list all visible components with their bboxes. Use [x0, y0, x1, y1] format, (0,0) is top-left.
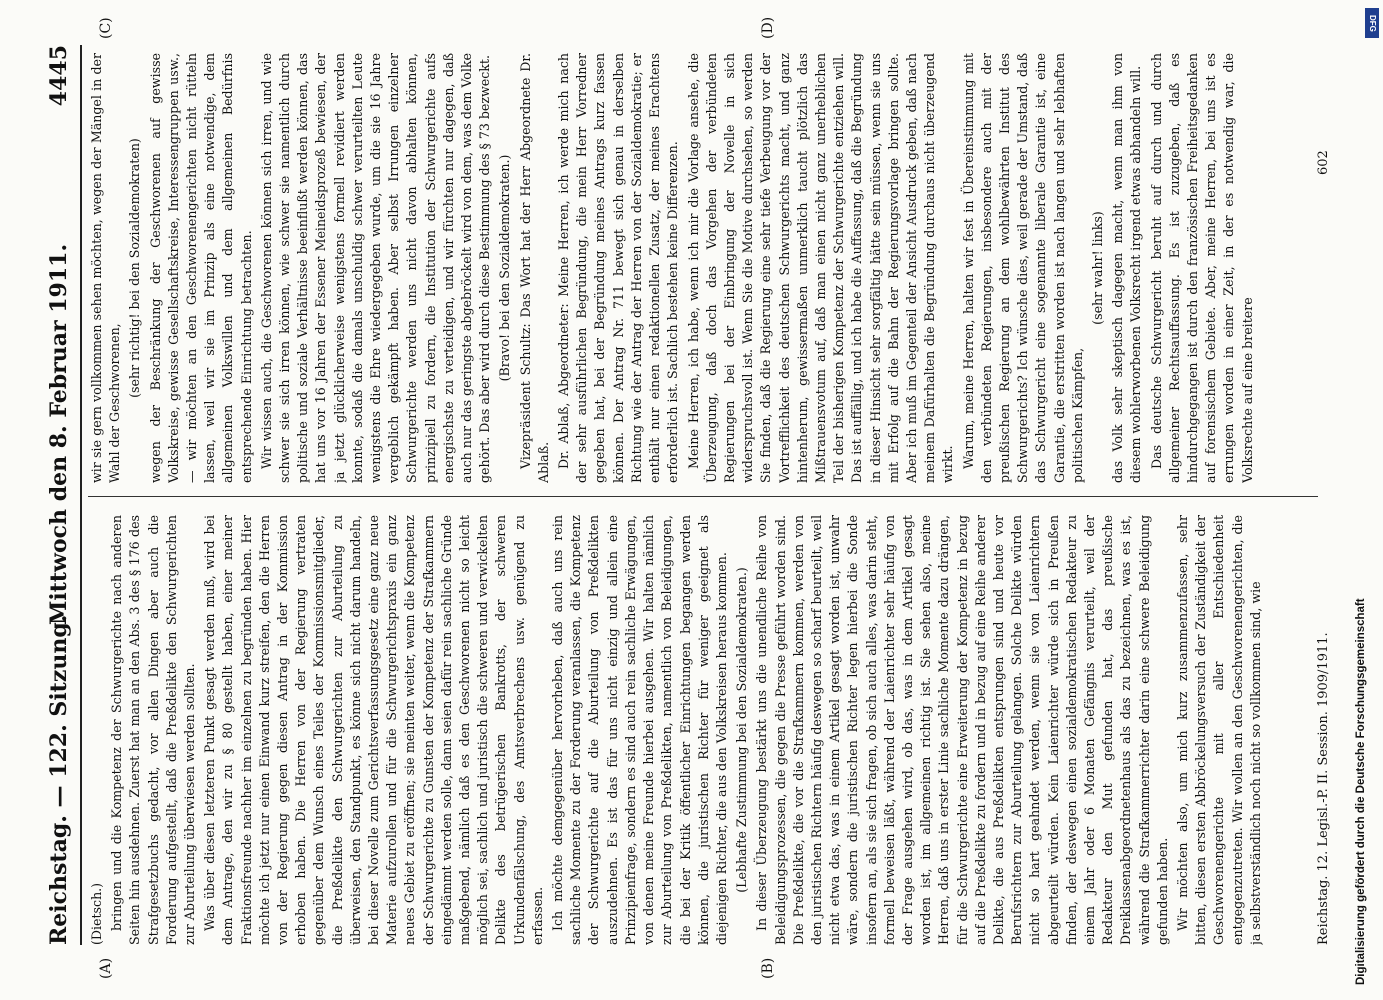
paragraph: Dr. Ablaß, Abgeordneter: Meine Herren, ich werde mich nach der sehr ausführlichen Begründung, die mein Herr Vorredner gegeben hat, bei der Begründung meines Antrags kurz fassen können. Der Antrag Nr. 711 bewegt sich genau in derselben Richtung wie der Antrag der Herren von der Sozialdemokratie; er enthält nur einen redaktionellen Zusatz, der meines Erachtens erforderlich ist. Sachlich bestehen keine Differenzen. [556, 53, 681, 483]
paragraph: wegen der Beschränkung der Geschworenen auf gewisse Volkskreise, gewisse Gesellschaftskreise, Interessengruppen usw., — wir möchten an den Geschworenengerichten nicht rütteln lassen, weil wir sie im Prinzip als eine notwendige, dem allgemeinen Volkswillen und dem allgemeinen Bedürfnis entsprechende Einrichtung betrachten. [147, 53, 254, 483]
dfg-logo: DFG [1365, 8, 1379, 38]
margin-mark-b: (B) [760, 957, 776, 979]
paragraph: Das deutsche Schwurgericht beruht auf durch und durch allgemeiner Rechtsauffassung. Es ist zuzugeben, daß es hindurchgegangen ist durch den französischen Freiheitsgedanken auf forensischem Gebiete. Aber, meine Herren, bei uns ist es errungen worden in einer Zeit, in der es notwendig war, die Volksrechte auf eine breitere [1148, 53, 1255, 483]
paragraph: Warum, meine Herren, halten wir fest in Übereinstimmung mit den verbündeten Regierungen, insbesondere auch mit der preußischen Regierung an dem wohlbewährten Institut des Schwurgerichts? Ich wünsche dies, weil gerade der Umstand, daß das Schwurgericht eine sogenannte liberale Garantie ist, eine Garantie, die erstritten worden ist nach langen und sehr lebhaften politischen Kämpfen, [960, 53, 1085, 483]
header-date: Mittwoch den 8. Februar 1911. [46, 243, 72, 625]
paragraph: Vizepräsident Schultz: Das Wort hat der Herr Abgeordnete Dr. Ablaß. [517, 53, 551, 483]
margin-mark-a: (A) [98, 957, 114, 979]
interjection: (sehr wahr! links) [1089, 211, 1105, 325]
margin-mark-c: (C) [98, 17, 114, 39]
footer-session: Reichstag. 12. Legisl.-P. II. Session. 1909/1911. [1316, 632, 1331, 945]
left-column [88, 515, 1318, 945]
paragraph: Ich möchte demgegenüber hervorheben, daß auch uns rein sachliche Momente zu der Forderung veranlassen, die Kompetenz der Schwurgerichte auf die Aburteilung von Preßdelikten auszudehnen. Es ist das für uns nicht einzig und allein eine Prinzipienfrage, sondern es sind auch rein sachliche Erwägungen, von denen meine Freunde hierbei ausgehen. Wir halten nämlich zur Aburteilung von Preßdelikten, namentlich von Beleidigungen, die bei der Kritik öffentlicher Einrichtungen begangen werden können, die juristischen Richter für weniger geeignet als diejenigen Richter, die aus den Volkskreisen heraus kommen. [550, 515, 729, 945]
paragraph: Meine Herren, ich habe, wenn ich mir die Vorlage ansehe, die Überzeugung, daß doch das Vorgehen der verbündeten Regierungen bei der Einbringung der Novelle in sich widerspruchsvoll ist. Wenn Sie die Motive durchsehen, so werden Sie finden, daß die Regierung eine sehr tiefe Verbeugung vor der Vortrefflichkeit des deutschen Schwurgerichts macht, und ganz hintenherum, gewissermaßen unmerklich taucht plötzlich das Mißtrauensvotum auf, daß man einen nicht ganz unerheblichen Teil der bisherigen Kompetenz der Schwurgerichte entziehen will. Das ist auffällig, und ich habe die Auffassung, daß die Begründung in dieser Hinsicht sehr sorgfältig hätte sein müssen, wenn sie uns mit Erfolg auf die Bahn der Regierungsvorlage bringen sollte. Aber ich muß im Gegenteil der Ansicht Ausdruck geben, daß nach meinem Dafürhalten die Begründung durchaus nicht überzeugend wirkt. [685, 53, 956, 483]
header-left: Reichstag. — 122. Sitzung. [46, 614, 72, 945]
paragraph: Wir möchten also, um mich kurz zusammenzufassen, sehr bitten, diesen ersten Abbröckelungsversuch der Zuständigkeit der Geschworenengerichte mit aller Entschiedenheit entgegenzutreten. Wir wollen an den Geschworenengerichten, die ja selbstverständlich noch nicht so vollkommen sind, wie [1174, 515, 1263, 945]
paragraph: Was über diesen letzteren Punkt gesagt werden muß, wird bei dem Antrage, den wir zu § 80 gestellt haben, einer meiner Fraktionsfreunde nachher im einzelnen zu begründen haben. Hier möchte ich jetzt nur einen Einwand kurz streifen, den die Herren von der Regierung gegen diesen Antrag in der Kommission erhoben haben. Die Herren von der Regierung vertraten gegenüber dem Wunsch eines Teiles der Kommissionsmitglieder, die Preßdelikte den Schwurgerichten zur Aburteilung zu überweisen, den Standpunkt, es könne sich nicht darum handeln, bei dieser Novelle zum Gerichtsverfassungsgesetz eine ganz neue Materie aufzurollen und für die Schwurgerichtspraxis ein ganz neues Gebiet zu eröffnen; sie meinten weiter, wenn die Kompetenz der Schwurgerichte zu Gunsten der Kompetenz der Strafkammern eingedämmt werden solle, dann seien dafür rein sachliche Gründe maßgebend, nämlich daß es den Geschworenen nicht so leicht möglich sei, sachlich und juristisch die schweren und verwickelten Delikte des betrügerischen Bankrotts, der schweren Urkundenfälschung, des Amtsverbrechens usw. genügend zu erfassen. [202, 515, 545, 945]
footer-sheet-number: 602 [1316, 150, 1331, 175]
digitization-credit: Digitalisierung gefördert durch die Deutsche Forschungsgemeinschaft [1355, 598, 1367, 985]
interjection: (Bravo! bei den Sozialdemokraten.) [497, 154, 513, 382]
rotated-document-page [40, 16, 1340, 979]
paragraph: das Volk sehr skeptisch dagegen macht, wenn man ihm von diesem wohlerworbenen Volksrecht irgend etwas abhandeln will. [1110, 53, 1144, 483]
paragraph: bringen und die Kompetenz der Schwurgerichte nach anderen Seiten hin ausdehnen. Zuerst hat man an den Abs. 3 des § 176 des Strafgesetzbuchs gedacht, vor allen Dingen aber auch die Forderung aufgestellt, daß die Preßdelikte den Schwurgerichten zur Aburteilung überwiesen werden sollten. [109, 515, 198, 945]
paragraph: wir sie gern vollkommen sehen möchten, wegen der Mängel in der Wahl der Geschworenen, [89, 53, 123, 483]
paragraph: In dieser Überzeugung bestärkt uns die unendliche Reihe von Beleidigungsprozessen, die gegen die Presse geführt worden sind. Die Preßdelikte, die vor die Strafkammern kommen, werden von den juristischen Richtern häufig deswegen so scharf beurteilt, weil nicht etwa das, was in einem Artikel gesagt worden ist, unwahr wäre, sondern die juristischen Richter legen hierbei die Sonde insofern an, als sie sich fragen, ob sich auch alles, was darin steht, formell beweisen läßt, während der Laienrichter sehr häufig von der Frage ausgehen wird, ob das, was in dem Artikel gesagt worden ist, im allgemeinen richtig ist. Sie sehen also, meine Herren, daß uns in erster Linie sachliche Momente dazu drängen, für die Schwurgerichte eine Erweiterung der Kompetenz in bezug auf die Preßdelikte zu fordern und in bezug auf eine Reihe anderer Delikte, die aus Preßdelikten entsprungen sind und heute vor Berufsrichtern zur Aburteilung gelangen. Solche Delikte würden nicht so hart geahndet werden, wenn sie von Laienrichtern abgeurteilt würden. Kein Laienrichter würde sich in Preußen finden, der deswegen einen sozialdemokratischen Redakteur zu einem Jahr oder 6 Monaten Gefängnis verurteilt, weil der Redakteur den Mut gefunden hat, das preußische Dreiklassenabgeordnetenhaus als das zu bezeichnen, was es ist, während die Strafkammerrichter darin eine schwere Beleidigung gefunden haben. [754, 515, 1170, 945]
column-divider [88, 496, 1318, 497]
paragraph: Wir wissen auch, die Geschworenen können sich irren, und wie schwer sie sich irren können, wie schwer sie namentlich durch politische und soziale Verhältnisse beeinflußt werden können, das hat uns vor 16 Jahren der Essener Meineidsprozeß bewiesen, der ja jetzt glücklicherweise wenigstens formell revidiert werden konnte, sodaß die damals unschuldig schwer verurteilten Leute wenigstens die Ehre wiedergegeben wurde, um die sie 16 Jahre vergeblich gekämpft haben. Aber selbst Irrungen einzelner Schwurgerichte werden uns nicht davon abhalten können, prinzipiell zu fordern, die Institution der Schwurgerichte aufs energischste zu verteidigen, und wir fürchten nur dagegen, daß auch nur das geringste abgebröckelt wird von dem, was dem Volke gehört. Das aber wird durch diese Bestimmung des § 73 bezweckt. [258, 53, 493, 483]
right-column [88, 53, 1318, 483]
speaker-name: (Dietsch.) [89, 882, 104, 945]
page-header [40, 45, 82, 945]
interjection: (sehr richtig! bei den Sozialdemokraten) [127, 138, 143, 398]
interjection: (Lebhafte Zustimmung bei den Sozialdemokraten.) [734, 567, 750, 893]
page-number: 4445 [46, 45, 72, 107]
margin-mark-d: (D) [760, 16, 776, 39]
